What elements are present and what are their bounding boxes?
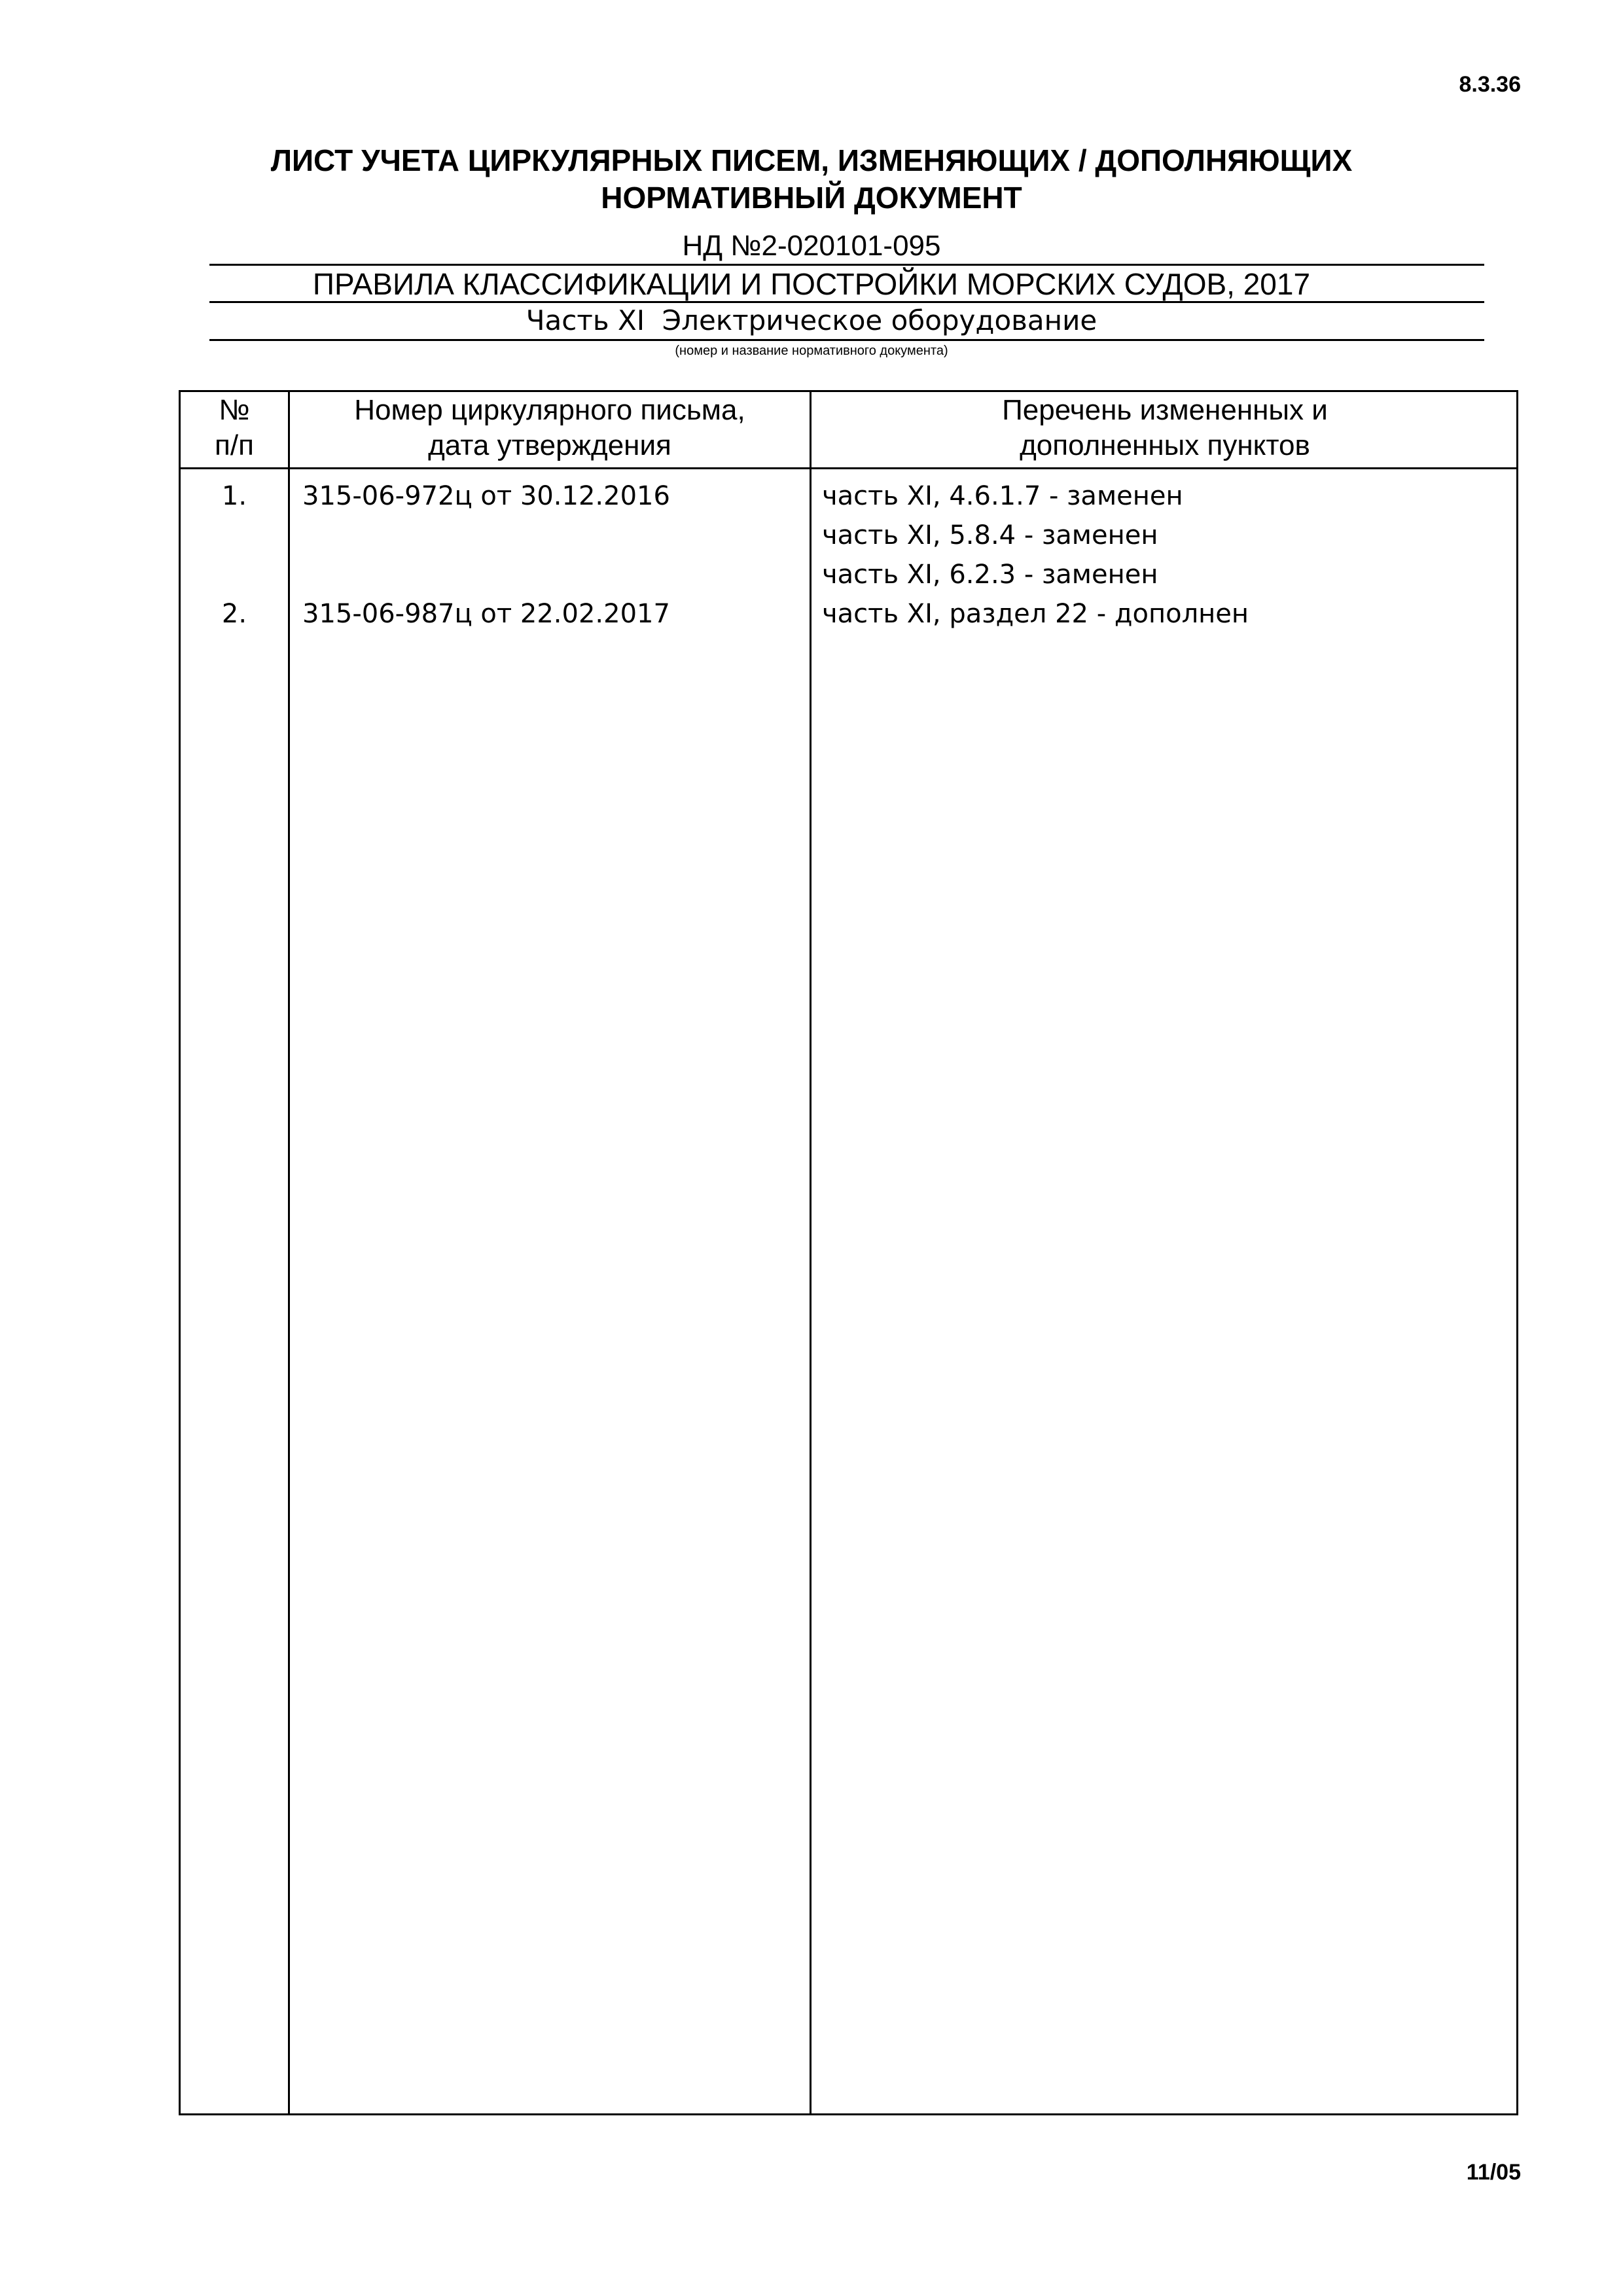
header-num-line1: № [219,394,250,426]
row-1-change-1: часть XI, 4.6.1.7 - заменен [822,481,1183,511]
rules-title: ПРАВИЛА КЛАССИФИКАЦИИ И ПОСТРОЙКИ МОРСКИХ СУДОВ, 2017 [312,267,1311,301]
row-2-change-1: часть XI, раздел 22 - дополнен [822,599,1249,629]
caption: (номер и название нормативного документа) [675,344,948,358]
header-letter-line1: Номер циркулярного письма, [354,394,745,426]
divider-line [209,301,1484,303]
header-changes-line1: Перечень измененных и [1002,394,1328,426]
page-code: 8.3.36 [1459,72,1521,97]
divider-line [209,264,1484,266]
row-2-num: 2. [221,599,247,629]
part-title: Часть XI Электрическое оборудование [526,304,1097,336]
page-number: 11/05 [1466,2160,1521,2185]
header-changes-line2: дополненных пунктов [1020,429,1310,461]
header-num [181,393,288,463]
header-letter [290,393,810,463]
column-divider [288,390,290,2115]
row-1-change-2: часть XI, 5.8.4 - заменен [822,520,1158,550]
row-1-num: 1. [221,481,247,511]
header-num-line2: п/п [215,429,254,461]
header-changes [812,393,1518,463]
records-table [179,390,1518,2115]
header-letter-line2: дата утверждения [428,429,671,461]
row-1-letter: 315-06-972ц от 30.12.2016 [302,481,670,511]
document-title-line2: НОРМАТИВНЫЙ ДОКУМЕНТ [601,181,1022,215]
column-divider [810,390,812,2115]
header-separator [179,467,1518,469]
document-title-line1: ЛИСТ УЧЕТА ЦИРКУЛЯРНЫХ ПИСЕМ, ИЗМЕНЯЮЩИХ / ДОПОЛНЯЮЩИХ [270,143,1353,177]
doc-number: НД №2-020101-095 [682,230,941,262]
row-1-change-3: часть XI, 6.2.3 - заменен [822,560,1158,590]
divider-line [209,339,1484,341]
row-2-letter: 315-06-987ц от 22.02.2017 [302,599,670,629]
